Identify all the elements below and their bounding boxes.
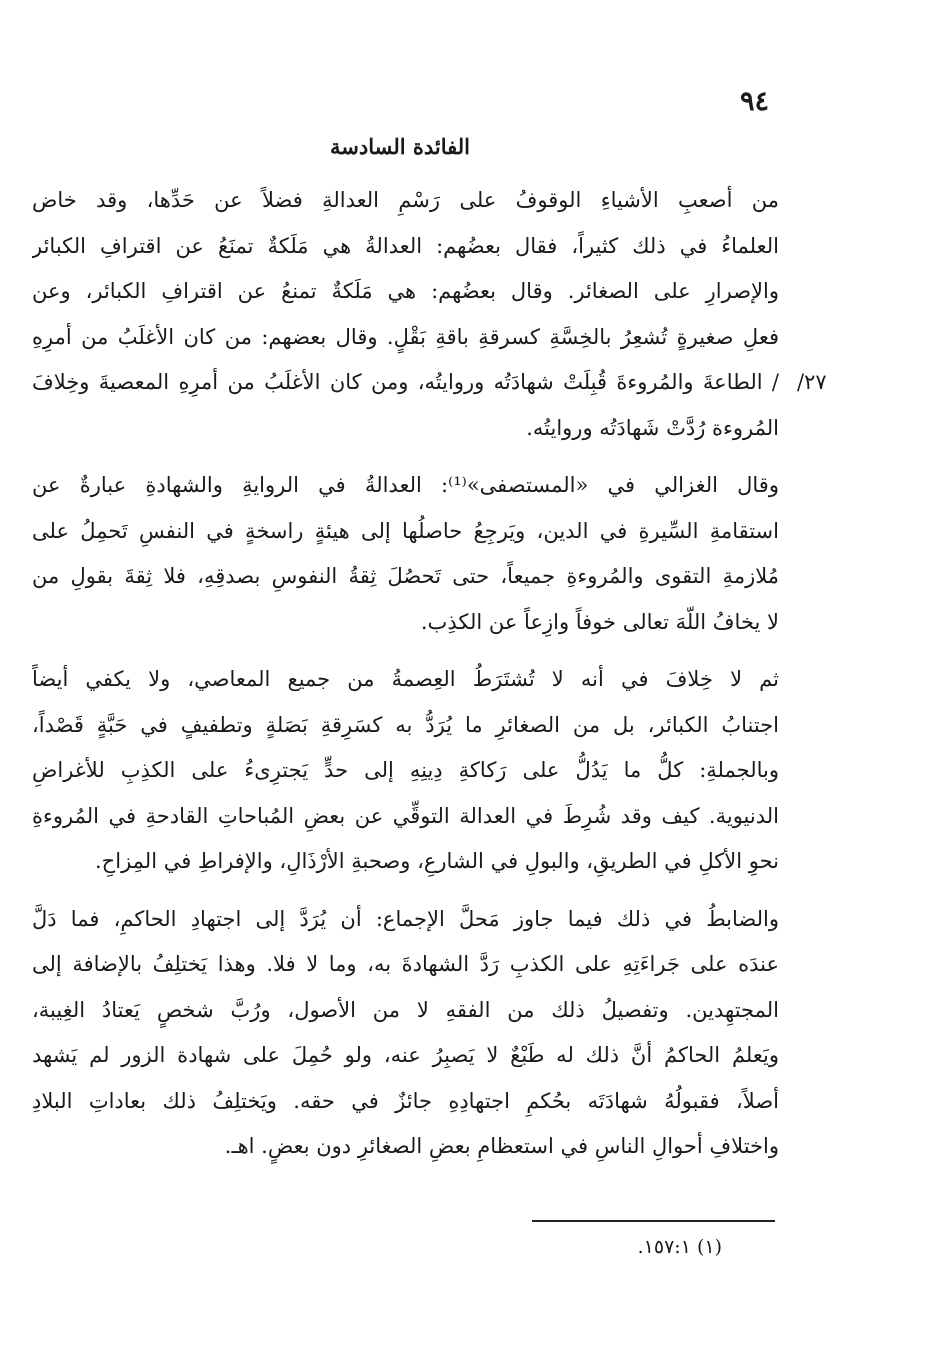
text-line: أصلاً، فقبولُهُ شهادَتَه بحُكمِ اجتهادِهِ جائزٌ في حقه. ويَختلِفُ ذلك بعاداتِ البلادِ: [32, 1088, 779, 1113]
text-line: وقال الغزالي في «المستصفى»⁽¹⁾: العدالةُ في الروايةِ والشهادةِ عبارةٌ عن: [32, 473, 779, 497]
text-line: استقامةِ السِّيرةِ في الدين، ويَرجِعُ حاصلُها إلى هيئةٍ راسخةٍ في النفسِ تَحمِلُ على: [32, 518, 779, 543]
text-line: والضابطُ في ذلك فيما جاوز مَحلَّ الإجماع: أن يُرَدَّ إلى اجتهادِ الحاكمِ، فما دَلَّ: [32, 906, 779, 931]
text-line: عندَه على جَراءَتِهِ على الكذبِ رَدَّ الشهادةَ به، وما لا فلا. وهذا يَختلِفُ بالإضافة إلى: [32, 952, 779, 976]
page-number: ٩٤: [739, 86, 769, 117]
body-text: [32, 178, 779, 1182]
text-line: المجتهِدين. وتفصيلُ ذلك من الفقهِ لا من الأصول، ورُبَّ شخصٍ يَعتادُ الغِيبة،: [32, 997, 779, 1022]
text-line: اجتنابُ الكبائر، بل من الصغائرِ ما يُرَدُّ به كسَرِقةِ بَصَلةٍ وتطفيفٍ في حَبَّةٍ قَصْداً،: [32, 712, 779, 737]
text-line: من أصعبِ الأشياءِ الوقوفُ على رَسْمِ العدالةِ فضلاً عن حَدِّها، وقد خاض: [32, 188, 779, 212]
text-line: العلماءُ في ذلك كثيراً، فقال بعضُهم: العدالةُ هي مَلَكةٌ تمنَعُ عن اقترافِ الكبائر: [32, 233, 779, 258]
text-line: الدنيوية. كيف وقد شُرِطَ في العدالة التوقِّي عن بعضِ المُباحاتِ القادحةِ في المُروءةِ: [32, 803, 779, 828]
text-line: نحوِ الأكلِ في الطريقِ، والبولِ في الشارعِ، وصحبةِ الأرْذَالِ، والإفراطِ في المِزاحِ.: [95, 849, 779, 873]
paragraph-2: [32, 463, 779, 645]
chapter-title: الفائدة السادسة: [329, 134, 470, 159]
text-line: ويَعلمُ الحاكمُ أنَّ ذلك له طَبْعٌ لا يَصبِرُ عنه، ولو حُمِلَ على شهادة الزور لم يَشهد: [32, 1043, 779, 1067]
footnote: (١) ١٥٧:١.: [637, 1236, 722, 1258]
text-line: المُروءة رُدَّتْ شَهادَتُه وروايتُه.: [526, 415, 779, 440]
text-line: فعلِ صغيرةٍ تُشعِرُ بالخِسَّةِ كسرقةِ باقةِ بَقْلٍ. وقال بعضهم: من كان الأغلَبُ من أمرِهِ: [32, 324, 779, 349]
text-line: وبالجملةِ: كلُّ ما يَدُلُّ على رَكاكةِ دِينِهِ إلى حدٍّ يَجترِىءُ على الكذِبِ للأغراضِ: [32, 758, 779, 782]
text-line: واختلافِ أحوالِ الناسِ في استعظامِ بعضِ الصغائرِ دون بعضٍ. اهـ.: [224, 1134, 779, 1158]
text-line: والإصرارِ على الصغائر. وقال بعضُهم: هي مَلَكةٌ تمنعُ عن اقترافِ الكبائر، وعن: [32, 279, 779, 303]
text-line: مُلازمةِ التقوى والمُروءةِ جميعاً، حتى تَحصُلَ ثِقةُ النفوسِ بصدقِهِ، فلا ثِقةَ بقولِ من: [32, 564, 779, 588]
margin-reference: ٢٧/: [797, 370, 827, 394]
text-line: ثم لا خِلافَ في أنه لا تُشتَرَطُ العِصمةُ من جميع المعاصي، ولا يكفي أيضاً: [32, 667, 779, 691]
paragraph-1: [32, 178, 779, 451]
footnote-divider: [532, 1220, 775, 1222]
paragraph-3: [32, 657, 779, 885]
text-line: لا يخافُ اللّهَ تعالى خوفاً وازِعاً عن الكذِب.: [420, 609, 779, 634]
paragraph-4: [32, 897, 779, 1170]
text-line: / الطاعةَ والمُروءةَ قُبِلَتْ شهادَتُه وروايتُه، ومن كان الأغلَبُ من أمرِهِ المعصيةَ وخِلافَ: [32, 370, 779, 394]
